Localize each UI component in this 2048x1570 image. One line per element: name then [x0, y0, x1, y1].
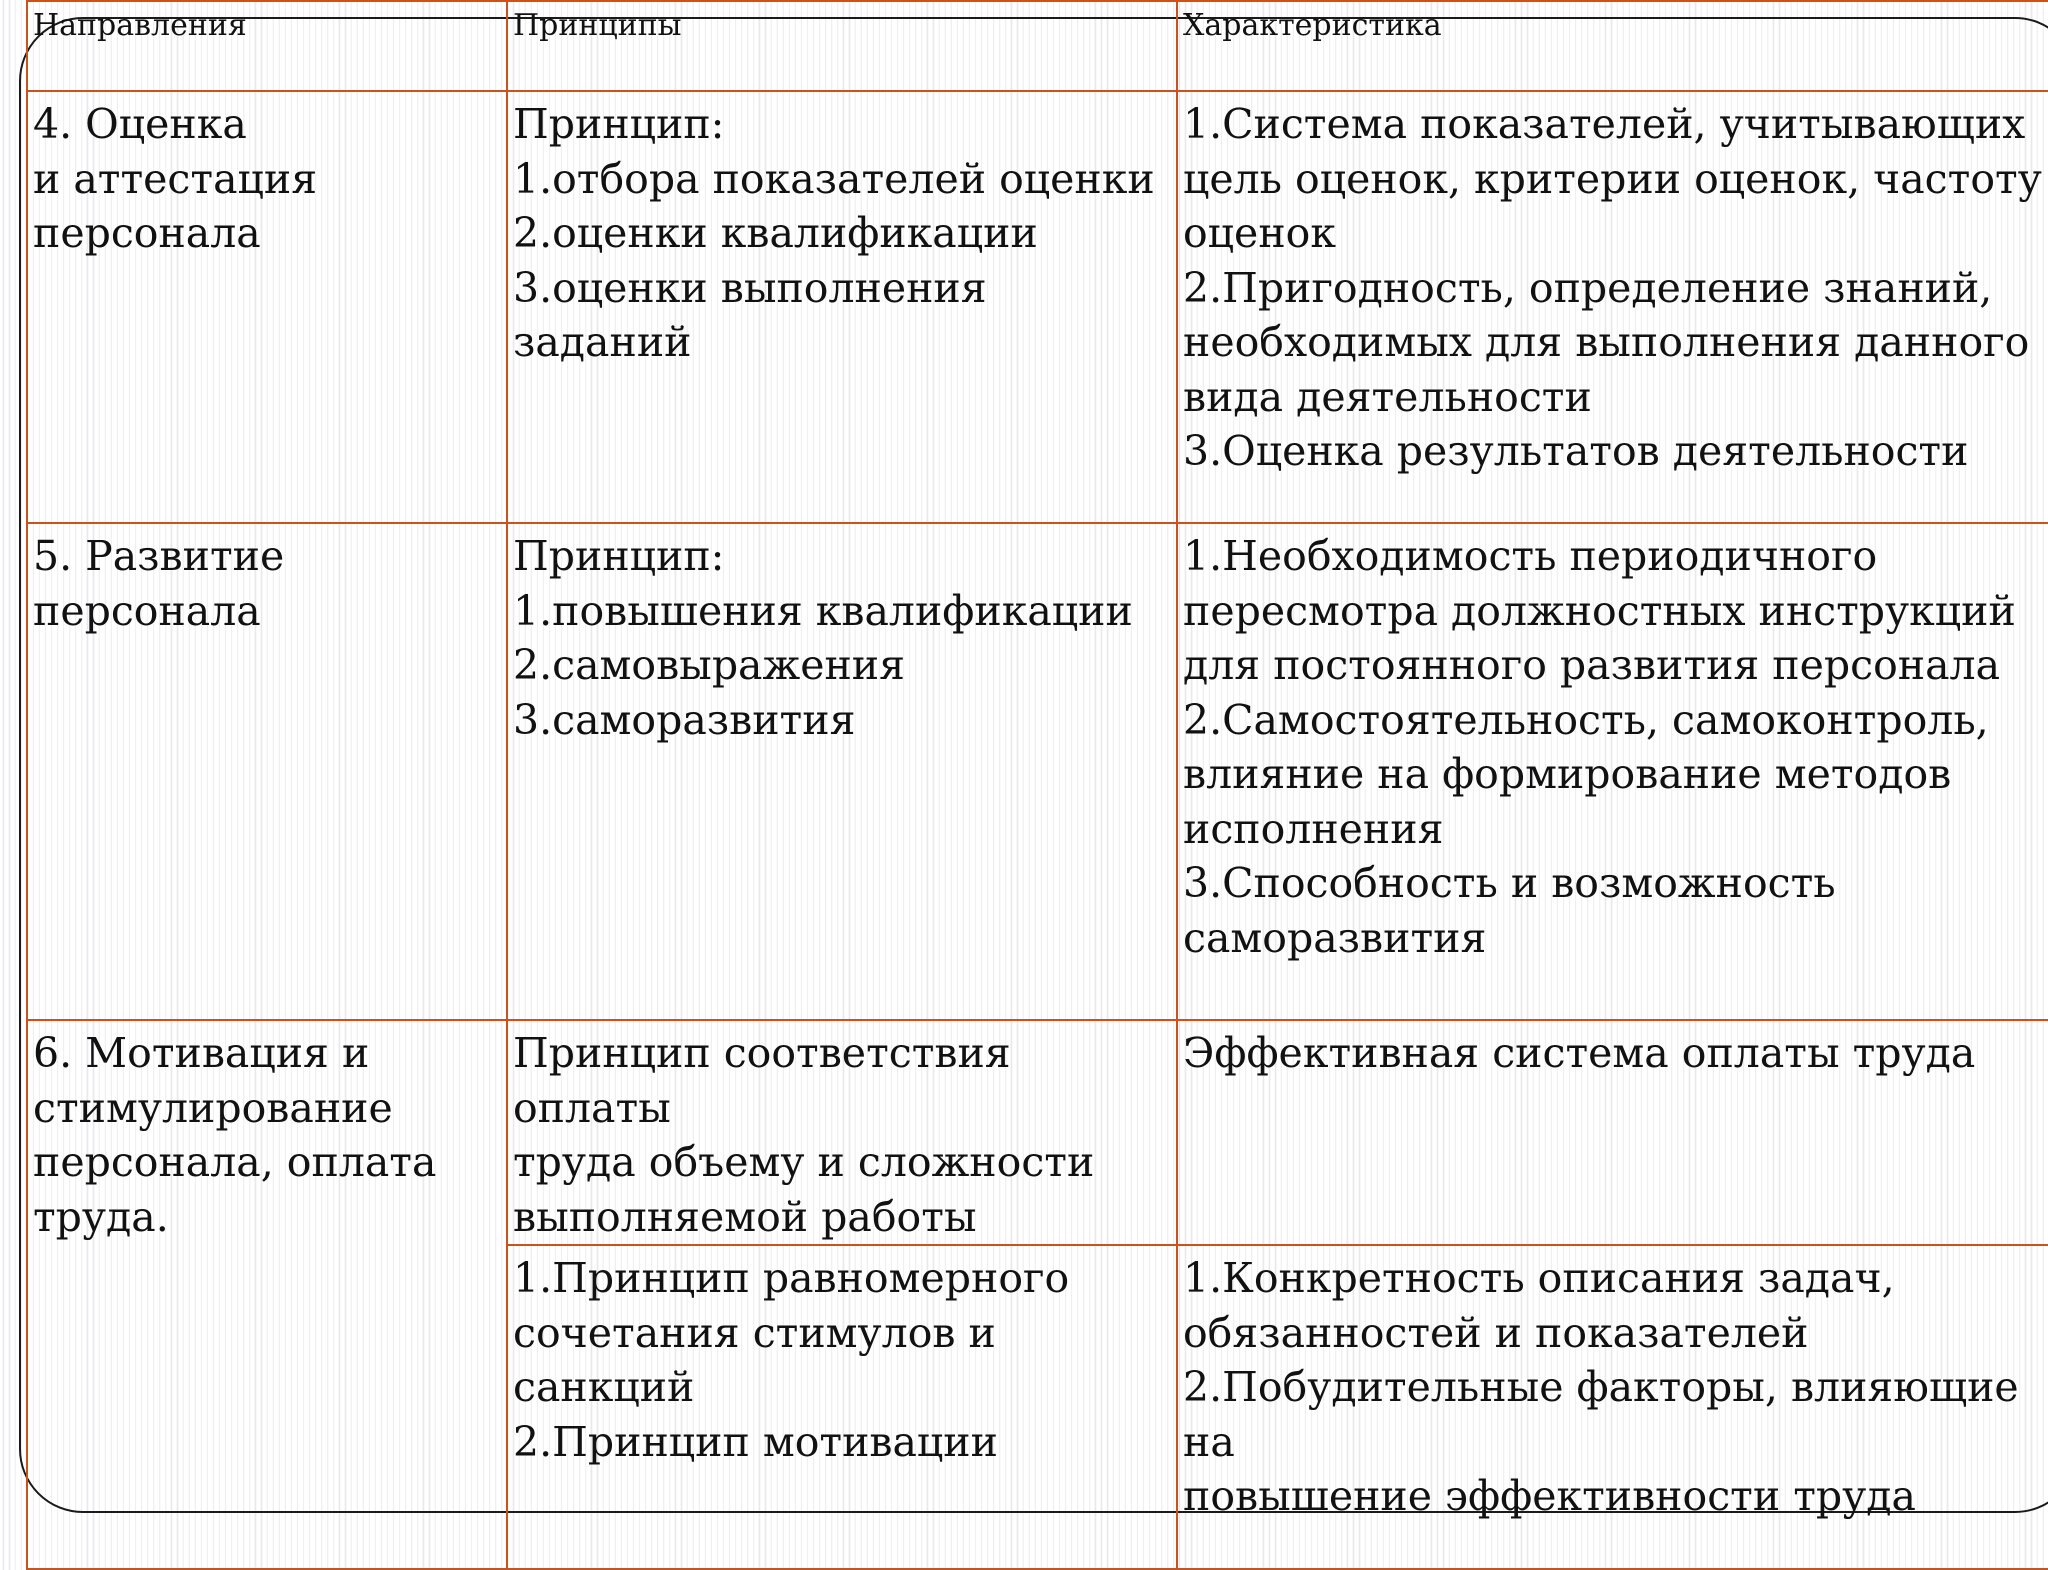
principles-cell — [507, 523, 1177, 1020]
principles-cell — [507, 1020, 1177, 1245]
characteristic-cell — [1177, 523, 2048, 1020]
table-row — [27, 1020, 2048, 1245]
direction-cell — [27, 523, 507, 1020]
characteristic-cell — [1177, 1245, 2048, 1569]
header-directions: Направления — [27, 1, 507, 91]
characteristic-text: 1.Система показателей, учитывающих цель оценок, критерии оценок, частоту оценок 2.Пригодность, определение знаний, необходимых для выполнения данного вида деятельности 3.Оценка результатов деятельности — [1183, 100, 2042, 475]
direction-cell — [27, 1020, 507, 1569]
direction-text: 5. Развитие персонала — [33, 532, 285, 635]
principles-text: Принцип: 1.повышения квалификации 2.самовыражения 3.саморазвития — [513, 532, 1133, 744]
principles-text: Принцип соответствия оплаты труда объему и сложности выполняемой работы — [513, 1029, 1095, 1241]
characteristic-cell — [1177, 1020, 2048, 1245]
table-header-row — [27, 1, 2048, 91]
header-characteristic: Характеристика — [1177, 1, 2048, 91]
header-principles: Принципы — [507, 1, 1177, 91]
direction-text: 4. Оценка и аттестация персонала — [33, 100, 318, 257]
principles-text: 1.Принцип равномерного сочетания стимулов и санкций 2.Принцип мотивации — [513, 1254, 1070, 1466]
principles-text: Принцип: 1.отбора показателей оценки 2.оценки квалификации 3.оценки выполнения заданий — [513, 100, 1155, 366]
principles-table — [26, 0, 2048, 1570]
direction-text: 6. Мотивация и стимулирование персонала, оплата труда. — [33, 1029, 437, 1241]
direction-cell — [27, 91, 507, 523]
characteristic-text: 1.Необходимость периодичного пересмотра должностных инструкций для постоянного развития персонала 2.Самостоятельность, самоконтроль, влияние на формирование методов исполнения 3.Способность и возможность саморазвития — [1183, 532, 2016, 962]
principles-cell — [507, 91, 1177, 523]
principles-cell — [507, 1245, 1177, 1569]
characteristic-cell — [1177, 91, 2048, 523]
table-row — [27, 91, 2048, 523]
characteristic-text: 1.Конкретность описания задач, обязанностей и показателей 2.Побудительные факторы, влияющие на повышение эффективности труда — [1183, 1254, 2019, 1520]
characteristic-text: Эффективная система оплаты труда — [1183, 1029, 1976, 1077]
table-row — [27, 523, 2048, 1020]
